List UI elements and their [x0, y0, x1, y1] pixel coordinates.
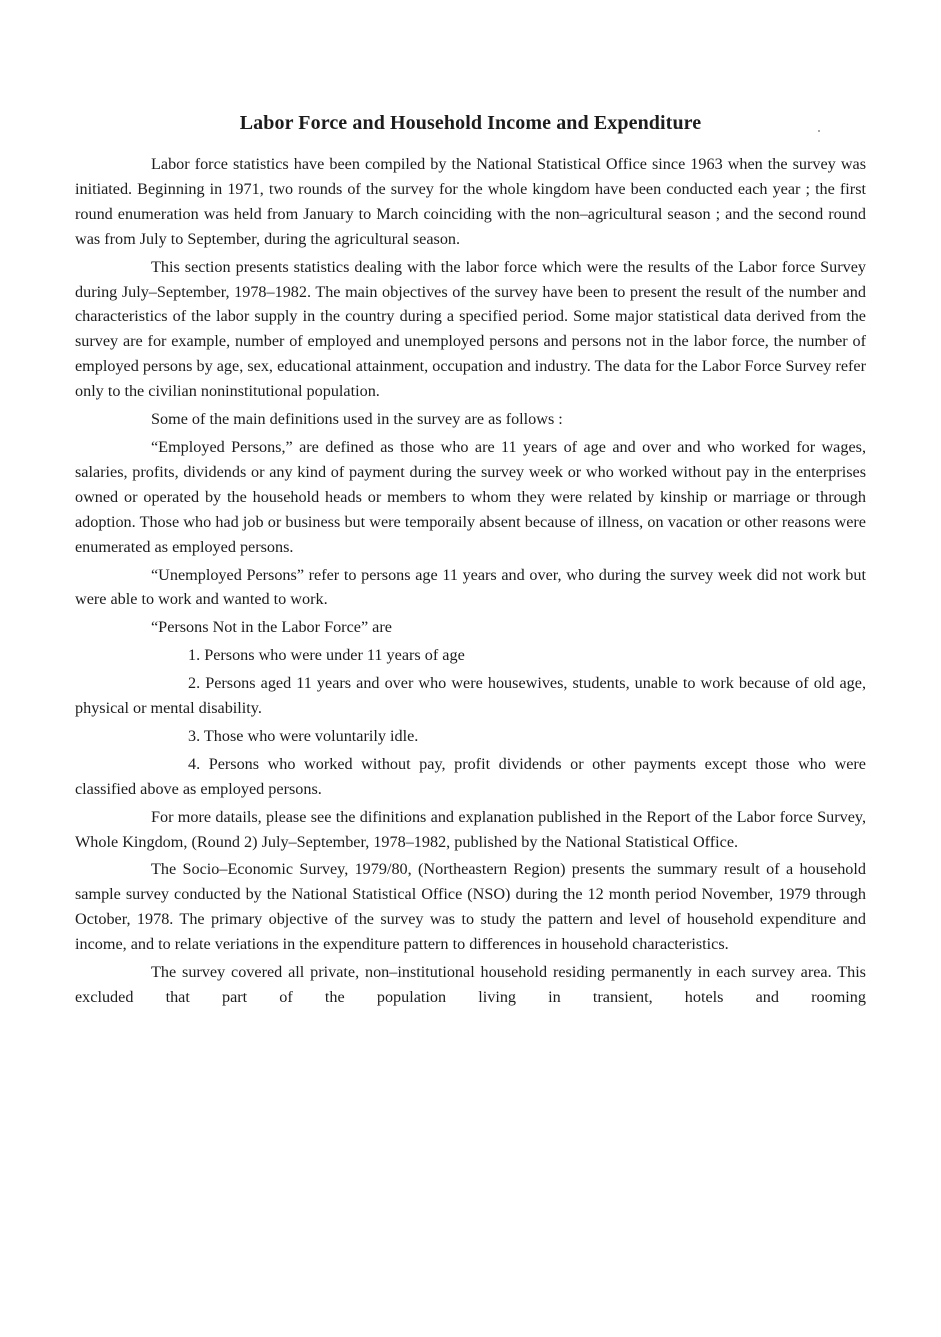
list-item: 3. Those who were voluntarily idle. [188, 726, 419, 745]
paragraph-socio-economic-survey: The Socio–Economic Survey, 1979/80, (Northeastern Region) presents the summary result of a household sample survey conducted by the National Statistical Office (NSO) during the 12 month period November, 1979 through October, 1978. The primary objective of the survey was to study the pattern and level of household expenditure and income, and to relate veriations in the expenditure pattern to differences in household characteristics. [75, 860, 866, 954]
document-body [75, 152, 866, 1013]
list-item: 4. Persons who worked without pay, profit dividends or other payments except those who were classified above as employed persons. [75, 754, 866, 798]
paragraph-survey-coverage: The survey covered all private, non–institutional household residing permanently in each survey area. This excluded that part of the population living in transient, hotels and rooming [75, 963, 866, 1006]
paragraph-not-in-labor-force: “Persons Not in the Labor Force” are [151, 618, 392, 637]
list-item: 2. Persons aged 11 years and over who were housewives, students, unable to work because of old age, physical or mental disability. [75, 674, 866, 718]
paragraph-unemployed-persons: “Unemployed Persons” refer to persons age 11 years and over, who during the survey week did not work but were able to work and wanted to work. [75, 565, 866, 609]
paragraph-section-overview: This section presents statistics dealing with the labor force which were the results of the Labor force Survey during July–September, 1978–1982. The main objectives of the survey have been to present the result of the number and characteristics of the labor supply in the country during a specified period. Some major statistical data derived from the survey are for example, number of employed and unemployed persons and persons not in the labor force, the number of employed persons by age, sex, educational attainment, occupation and industry. The data for the Labor Force Survey refer only to the civilian noninstitutional population. [75, 257, 866, 401]
list-item: 1. Persons who were under 11 years of age [188, 646, 465, 665]
page-title: Labor Force and Household Income and Expenditure [239, 112, 702, 134]
scan-speck [818, 130, 820, 132]
paragraph-intro: Labor force statistics have been compiled by the National Statistical Office since 1963 when the survey was initiated. Beginning in 1971, two rounds of the survey for the whole kingdom have been conducted each year ; the first round enumeration was held from January to March coinciding with the non–agricultural season ; and the second round was from July to September, during the agricultural season. [75, 155, 866, 248]
paragraph-employed-persons: “Employed Persons,” are defined as those who are 11 years of age and over and who worked for wages, salaries, profits, dividends or any kind of payment during the survey week or who worked without pay in the enterprises owned or operated by the household heads or members to whom they were related by kinship or marriage or through adoption. Those who had job or business but were temporaily absent because of illness, on vacation or other reasons were enumerated as employed persons. [75, 437, 866, 556]
paragraph-definitions-intro: Some of the main definitions used in the survey are as follows : [151, 410, 563, 429]
paragraph-more-details: For more datails, please see the difinitions and explanation published in the Report of the Labor force Survey, Whole Kingdom, (Round 2) July–September, 1978–1982, published by the National Statistical Office. [75, 807, 866, 851]
